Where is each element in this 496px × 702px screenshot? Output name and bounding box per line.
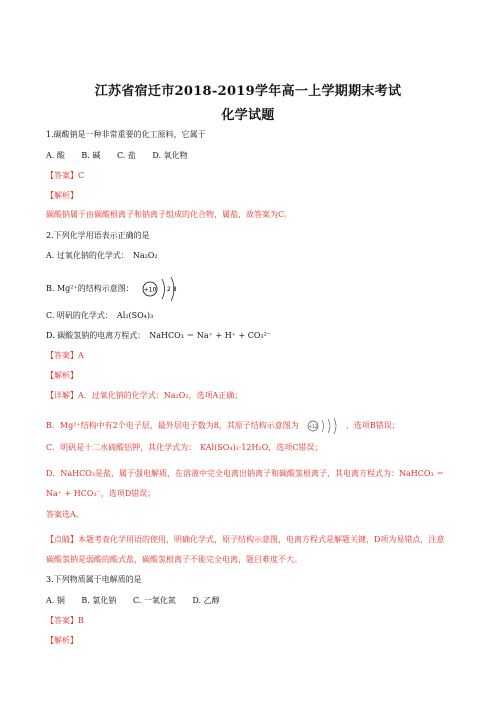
- q3-stem: 3.下列物质属于电解质的是: [46, 575, 142, 584]
- q1-analysis-head: 【解析】: [46, 191, 78, 200]
- q3-option-a: A. 铜: [46, 596, 65, 605]
- q2-conclusion: 答案选A。: [46, 510, 84, 519]
- q1-option-c: C. 盐: [116, 151, 136, 160]
- q3-option-c: C. 一氧化氮: [132, 596, 176, 605]
- q3-option-b: B. 氯化钠: [81, 596, 117, 605]
- atom-structure-diagram: [305, 416, 343, 436]
- q2-detail-b-text: B．Mg²⁺结构中有2个电子层，最外层电子数为8，其原子结构示意图为: [46, 421, 299, 430]
- q2-option-d: D. 碳酸氢钠的电离方程式： NaHCO₃ ＝ Na⁺ + H⁺ + CO₃²⁻: [46, 331, 272, 340]
- diagram-nucleus-label: +10: [143, 286, 157, 294]
- q1-stem: 1.碳酸钠是一种非常重要的化工原料，它属于: [46, 130, 206, 139]
- q1-answer: 【答案】C: [46, 171, 85, 180]
- q2-detail-d: D．NaHCO₃是盐，属于强电解质，在溶液中完全电离出钠离子和碳酸氢根离子，其电离方程式为：NaHCO₃ ＝ Na⁺ + HCO₃⁻，选项D错误；: [46, 469, 445, 498]
- q2-comment: 【点睛】本题考查化学用语的使用，明确化学式，原子结构示意图，电离方程式是解题关键，D项为易错点，注意碳酸氢钠是弱酸的酸式盐，碳酸氢根离子不能完全电离，题目难度不大。: [46, 535, 445, 564]
- q3-option-d: D. 乙醇: [192, 596, 220, 605]
- atom-nucleus-label: +12: [308, 425, 319, 430]
- q2-option-a: A. 过氧化钠的化学式： Na₂O₂: [46, 251, 158, 260]
- q1-option-a: A. 酸: [46, 151, 65, 160]
- q2-detail-b: [46, 416, 400, 436]
- q2-detail-b-tail: ，选项B错误；: [345, 421, 400, 430]
- q1-option-b: B. 碱: [81, 151, 101, 160]
- q2-option-b-text: B. Mg²⁺的结构示意图：: [46, 284, 134, 293]
- document-subtitle: 化学试题: [221, 108, 275, 123]
- q1-options: [46, 151, 202, 161]
- q2-option-b: [46, 274, 190, 304]
- q3-answer: 【答案】B: [46, 616, 84, 625]
- q1-analysis: 碳酸钠属于由碳酸根离子和钠离子组成的化合物，属盐，故答案为C。: [46, 210, 293, 219]
- q1-option-d: D. 氧化物: [152, 151, 188, 160]
- q2-option-c: C. 明矾的化学式： Al₂(SO₄)₃: [46, 311, 154, 320]
- q2-detail-c: C．明矾是十二水硫酸铝钾，其化学式为： KAl(SO₄)₂·12H₂O，选项C错误；: [46, 443, 323, 452]
- document-title: 江苏省宿迁市2018-2019学年高一上学期期末考试: [94, 84, 402, 99]
- q2-detail-a: 【详解】A．过氧化钠的化学式：Na₂O₂，选项A正确；: [46, 391, 243, 400]
- diagram-shell-labels: 2 8: [167, 286, 177, 293]
- ion-structure-diagram: [140, 274, 190, 304]
- q2-stem: 2.下列化学用语表示正确的是: [46, 231, 150, 240]
- q3-options: [46, 596, 234, 606]
- q2-analysis-head: 【解析】: [46, 371, 78, 380]
- q2-answer: 【答案】A: [46, 351, 84, 360]
- q3-analysis-head: 【解析】: [46, 636, 78, 645]
